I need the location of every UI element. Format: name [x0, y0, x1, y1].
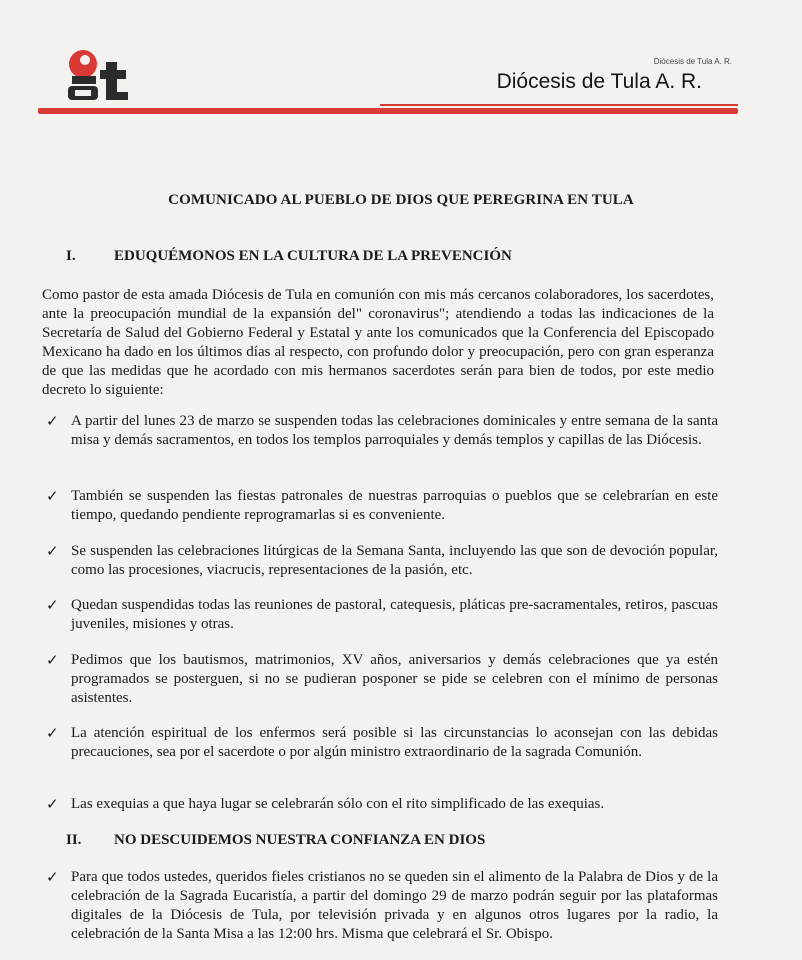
section-2-number: II.	[66, 832, 82, 848]
list-item	[46, 795, 718, 814]
list-item	[46, 596, 718, 634]
list-item-text: Para que todos ustedes, queridos fieles cristianos no se queden sin el alimento de la Palabra de Dios y de la celebración de la Sagrada Eucaristía, a partir del domingo 29 de marzo podrán seguir por las plataformas digitales de la Diócesis de Tula, por televisión privada y en algunos otros lugares por la radio, la celebración de la Santa Misa a las 12:00 hrs. Misma que celebrará el Sr. Obispo.	[71, 869, 718, 942]
check-icon: ✓	[46, 651, 59, 669]
list-item	[46, 487, 718, 525]
check-icon: ✓	[46, 596, 59, 614]
list-item-text: También se suspenden las fiestas patronales de nuestras parroquias o pueblos que se celebrarían en este tiempo, quedando pendiente reprogramarlas si es conveniente.	[71, 488, 718, 523]
header-rule	[38, 108, 738, 114]
list-item	[46, 412, 718, 450]
document-title: COMUNICADO AL PUEBLO DE DIOS QUE PEREGRINA EN TULA	[168, 192, 634, 208]
check-icon: ✓	[46, 487, 59, 505]
list-item-text: La atención espiritual de los enfermos será posible si las circunstancias lo aconsejan con las debidas precauciones, sea por el sacerdote o por algún ministro extraordinario de la sagrada Comunión.	[71, 725, 718, 760]
list-item	[46, 651, 718, 708]
diocese-logo	[64, 48, 136, 104]
list-item	[46, 868, 718, 944]
list-item-text: Quedan suspendidas todas las reuniones de pastoral, catequesis, pláticas pre-sacramentales, retiros, pascuas juveniles, misiones y otras.	[71, 597, 718, 632]
list-item-text: Las exequias a que haya lugar se celebrarán sólo con el rito simplificado de las exequias.	[71, 796, 605, 812]
org-name: Diócesis de Tula A. R.	[496, 70, 702, 93]
check-icon: ✓	[46, 724, 59, 742]
check-icon: ✓	[46, 868, 59, 886]
list-item	[46, 542, 718, 580]
header-rule-thin	[380, 104, 738, 106]
intro-paragraph: Como pastor de esta amada Diócesis de Tula en comunión con mis más cercanos colaboradores, los sacerdotes, ante la preocupación mundial de la expansión del" coronavirus"; atendiendo a todas las indicaciones de la Secretaría de Salud del Gobierno Federal y Estatal y ante los comunicados que la Conferencia del Episcopado Mexicano ha dado en los últimos días al respecto, con profundo dolor y preocupación, pero con gran esperanza de que las medidas que he acordado con mis hermanos sacerdotes serán para bien de todos, por este medio decreto lo siguiente:	[42, 287, 714, 398]
section-1-number: I.	[66, 248, 76, 264]
list-item-text: A partir del lunes 23 de marzo se suspenden todas las celebraciones dominicales y entre semana de la santa misa y demás sacramentos, en todos los templos parroquiales y demás templos y capillas de las Diócesis.	[71, 413, 718, 448]
section-1-title: EDUQUÉMONOS EN LA CULTURA DE LA PREVENCIÓN	[114, 248, 512, 264]
list-item-text: Pedimos que los bautismos, matrimonios, XV años, aniversarios y demás celebraciones que ya estén programados se posterguen, si no se pudieran posponer se pide se celebren con el mínimo de personas asistentes.	[71, 652, 718, 706]
check-icon: ✓	[46, 542, 59, 560]
list-item	[46, 724, 718, 762]
list-item-text: Se suspenden las celebraciones litúrgicas de la Semana Santa, incluyendo las que son de devoción popular, como las procesiones, viacrucis, representaciones de la pasión, etc.	[71, 543, 718, 578]
org-small-label: Diócesis de Tula A. R.	[653, 57, 732, 66]
section-2-title: NO DESCUIDEMOS NUESTRA CONFIANZA EN DIOS	[114, 832, 486, 848]
check-icon: ✓	[46, 795, 59, 813]
check-icon: ✓	[46, 412, 59, 430]
